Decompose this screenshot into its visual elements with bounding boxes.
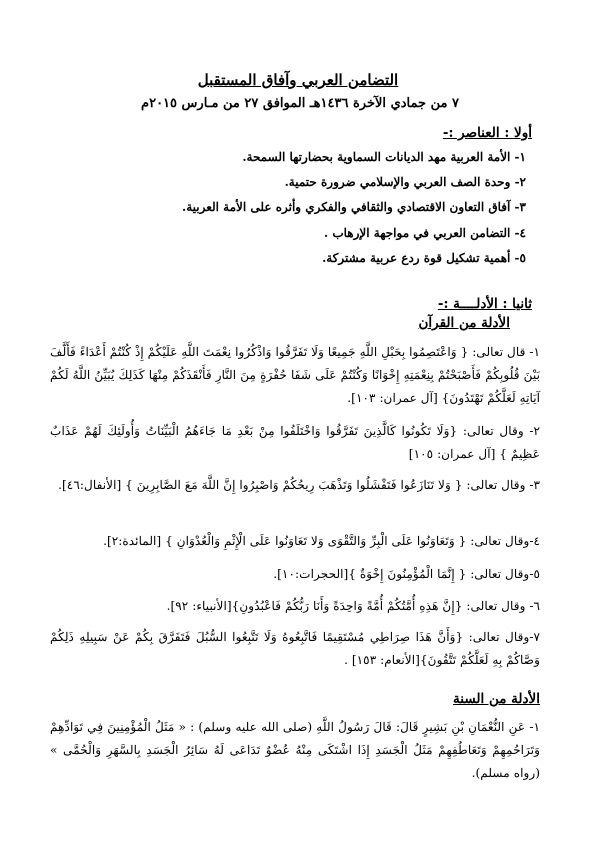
elements-heading: أولا : العناصر :-: [442, 125, 532, 141]
quran-verse: ٧-وقال تعالى: {وَأَنَّ هَذَا صِرَاطِي مُسْتَقِيمًا فَاتَّبِعُوهُ وَلَا تَتَّبِعُوا السُّبُلَ فَتَفَرَّقَ بِكُمْ عَنْ سَبِيلِهِ ذَلِكُمْ وَصَّاكُمْ بِهِ لَعَلَّكُمْ تَتَّقُونَ}[الأنعام: ١٥٣] .: [50, 630, 540, 667]
quran-verse: ٣- وقال تعالى: { وَلا تَنَازَعُوا فَتَفْشَلُوا وَتَذْهَبَ رِيحُكُمْ وَاصْبِرُوا إِنَّ اللَّهَ مَعَ الصَّابِرِينَ } [الأنفال:٤٦].: [58, 478, 540, 492]
list-item: ٣- آفاق التعاون الاقتصادي والثقافي والفكري وأثره على الأمة العربية.: [182, 200, 526, 214]
sunnah-heading: الأدلة من السنة: [453, 691, 540, 707]
list-item: ١- الأمة العربية مهد الديانات السماوية بحضارتها السمحة.: [242, 150, 526, 164]
quran-verse: ١- قال تعالى: { وَاعْتَصِمُوا بِحَبْلِ اللَّهِ جَمِيعًا وَلَا تَفَرَّقُوا وَاذْكُرُوا نِعْمَتَ اللَّهِ عَلَيْكُمْ إِذْ كُنْتُمْ أَعْدَاءً فَأَلَّفَ بَيْنَ قُلُوبِكُمْ فَأَصْبَحْتُمْ بِنِعْمَتِهِ إِخْوَانًا وَكُنْتُمْ عَلَى شَفَا حُفْرَةٍ مِنَ النَّارِ فَأَنْقَذَكُمْ مِنْهَا كَذَلِكَ يُبَيِّنُ اللَّهُ لَكُمْ آيَاتِهِ لَعَلَّكُمْ تَهْتَدُونَ} [آل عمران: ١٠٣].: [50, 345, 540, 405]
list-item: ٤- التضامن العربي في مواجهة الإرهاب .: [324, 226, 526, 240]
quran-verse: ٢- وقال تعالى: {وَلَا تَكُونُوا كَالَّذِينَ تَفَرَّقُوا وَاخْتَلَفُوا مِنْ بَعْدِ مَا جَاءَهُمُ الْبَيِّنَاتُ وَأُولَئِكَ لَهُمْ عَذَابٌ عَظِيمٌ } [آل عمران: ١٠٥]: [50, 424, 540, 461]
hadith-text: ١- عَنِ النُّعْمَانِ بْنِ بَشِيرٍ قَالَ: قَالَ رَسُولُ اللَّهِ (صلى الله عليه وسلم) : « مَثَلُ الْمُؤْمِنِينَ فِي تَوَادِّهِمْ وَتَرَاحُمِهِمْ وَتَعَاطُفِهِمْ مَثَلُ الْجَسَدِ إِذَا اشْتَكَى مِنْهُ عُضْوٌ تَدَاعَى لَهُ سَائِرُ الْجَسَدِ بِالسَّهَرِ وَالْحُمَّى » (رواه مسلم).: [50, 720, 540, 780]
quran-heading: الأدلة من القرآن: [418, 315, 510, 331]
quran-verse: ٥-وقال تعالى: { إِنَّمَا الْمُؤْمِنُونَ إِخْوَةٌ }[الحجرات:١٠].: [273, 567, 540, 581]
list-item: ٢- وحدة الصف العربي والإسلامي ضرورة حتمية.: [284, 175, 526, 189]
page-title: التضامن العربي وآفاق المستقبل: [197, 71, 399, 89]
quran-verse: ٦- وقال تعالى: {إِنَّ هَذِهِ أُمَّتُكُمْ أُمَّةً وَاحِدَةً وَأَنَا رَبُّكُمْ فَاعْبُدُونِ}[الأنبياء: ٩٢].: [166, 599, 540, 613]
quran-verse: ٤-وقال تعالى: { وَتَعَاوَنُوا عَلَى الْبِرِّ وَالتَّقْوَى وَلا تَعَاوَنُوا عَلَى الْإِثْمِ وَالْعُدْوَانِ } [المائدة:٢].: [103, 534, 540, 548]
list-item: ٥- أهمية تشكيل قوة ردع عربية مشتركة.: [322, 251, 526, 265]
evidence-heading: ثانيا : الأدلــــة :-: [437, 296, 532, 312]
date-line: ٧ من جمادي الآخرة ١٤٣٦هـ الموافق ٢٧ من مـارس ٢٠١٥م: [141, 96, 459, 111]
